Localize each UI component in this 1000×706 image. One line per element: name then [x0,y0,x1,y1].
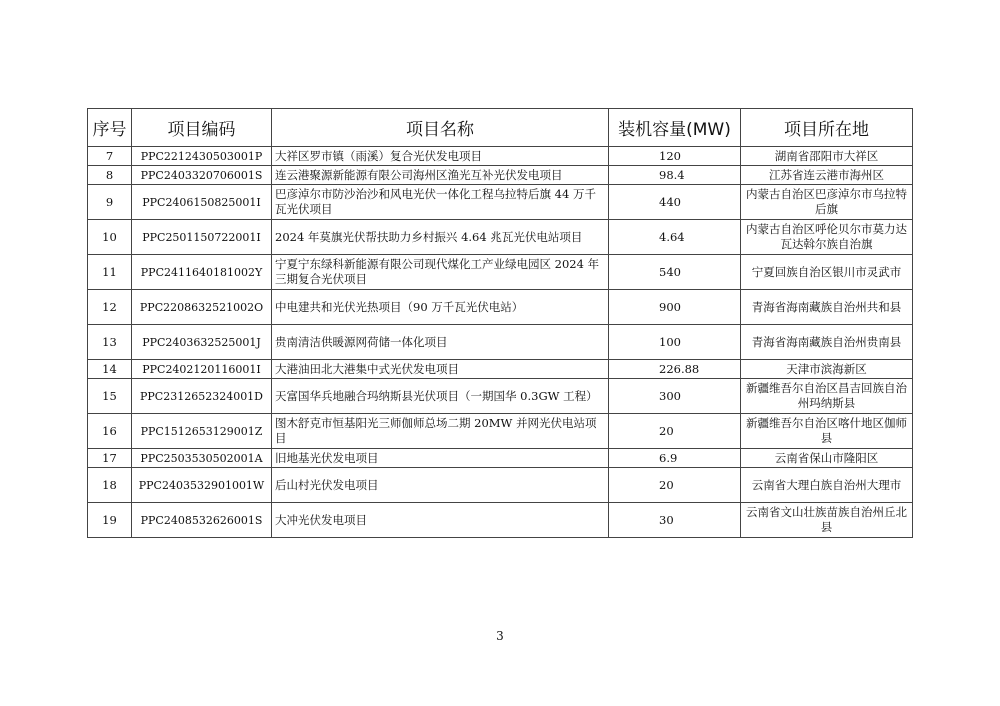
cell-no: 11 [88,255,132,290]
cell-no: 10 [88,220,132,255]
table-row [88,166,913,185]
cell-capacity: 226.88 [609,360,741,379]
cell-no: 18 [88,468,132,503]
cell-name: 大祥区罗市镇（雨溪）复合光伏发电项目 [272,147,609,166]
cell-code: PPC1512653129001Z [132,414,272,449]
cell-name: 2024 年莫旗光伏帮扶助力乡村振兴 4.64 兆瓦光伏电站项目 [272,220,609,255]
table-row [88,220,913,255]
table-row [88,379,913,414]
cell-no: 13 [88,325,132,360]
cell-capacity: 300 [609,379,741,414]
cell-location: 云南省文山壮族苗族自治州丘北县 [741,503,913,538]
page-number: 3 [496,629,504,643]
cell-code: PPC2312652324001D [132,379,272,414]
cell-code: PPC2403320706001S [132,166,272,185]
cell-capacity: 20 [609,468,741,503]
cell-capacity: 440 [609,185,741,220]
cell-code: PPC2411640181002Y [132,255,272,290]
table-row [88,449,913,468]
table-row [88,290,913,325]
cell-name: 大冲光伏发电项目 [272,503,609,538]
table-row [88,147,913,166]
header-row [88,109,913,147]
cell-code: PPC2403632525001J [132,325,272,360]
cell-name: 图木舒克市恒基阳光三师伽师总场二期 20MW 并网光伏电站项目 [272,414,609,449]
cell-location: 内蒙古自治区呼伦贝尔市莫力达瓦达斡尔族自治旗 [741,220,913,255]
cell-capacity: 30 [609,503,741,538]
cell-code: PPC2406150825001I [132,185,272,220]
table-row [88,468,913,503]
cell-code: PPC2501150722001I [132,220,272,255]
project-table [87,108,913,538]
cell-code: PPC2403532901001W [132,468,272,503]
cell-capacity: 900 [609,290,741,325]
cell-location: 内蒙古自治区巴彦淖尔市乌拉特后旗 [741,185,913,220]
table-body [88,147,913,538]
cell-code: PPC2208632521002O [132,290,272,325]
cell-capacity: 98.4 [609,166,741,185]
cell-location: 新疆维吾尔自治区昌吉回族自治州玛纳斯县 [741,379,913,414]
table-row [88,255,913,290]
cell-location: 江苏省连云港市海州区 [741,166,913,185]
cell-code: PPC2503530502001A [132,449,272,468]
cell-no: 19 [88,503,132,538]
header-capacity: 装机容量(MW) [609,109,741,147]
cell-name: 中电建共和光伏光热项目（90 万千瓦光伏电站） [272,290,609,325]
cell-name: 贵南清洁供暖源网荷储一体化项目 [272,325,609,360]
cell-capacity: 100 [609,325,741,360]
table-row [88,503,913,538]
cell-location: 湖南省邵阳市大祥区 [741,147,913,166]
cell-capacity: 20 [609,414,741,449]
cell-location: 青海省海南藏族自治州贵南县 [741,325,913,360]
cell-no: 8 [88,166,132,185]
cell-location: 青海省海南藏族自治州共和县 [741,290,913,325]
cell-no: 16 [88,414,132,449]
cell-code: PPC2212430503001P [132,147,272,166]
table-row [88,360,913,379]
cell-name: 巴彦淖尔市防沙治沙和风电光伏一体化工程乌拉特后旗 44 万千瓦光伏项目 [272,185,609,220]
cell-name: 后山村光伏发电项目 [272,468,609,503]
cell-capacity: 120 [609,147,741,166]
cell-name: 连云港聚源新能源有限公司海州区渔光互补光伏发电项目 [272,166,609,185]
table-row [88,414,913,449]
cell-name: 宁夏宁东绿科新能源有限公司现代煤化工产业绿电园区 2024 年三期复合光伏项目 [272,255,609,290]
cell-no: 7 [88,147,132,166]
cell-name: 大港油田北大港集中式光伏发电项目 [272,360,609,379]
cell-code: PPC2402120116001I [132,360,272,379]
cell-no: 12 [88,290,132,325]
cell-no: 17 [88,449,132,468]
table-row [88,185,913,220]
cell-no: 15 [88,379,132,414]
cell-code: PPC2408532626001S [132,503,272,538]
cell-name: 旧地基光伏发电项目 [272,449,609,468]
cell-no: 14 [88,360,132,379]
header-no: 序号 [88,109,132,147]
cell-capacity: 6.9 [609,449,741,468]
table-row [88,325,913,360]
cell-capacity: 4.64 [609,220,741,255]
cell-capacity: 540 [609,255,741,290]
cell-location: 云南省保山市隆阳区 [741,449,913,468]
cell-location: 天津市滨海新区 [741,360,913,379]
header-code: 项目编码 [132,109,272,147]
cell-location: 新疆维吾尔自治区喀什地区伽师县 [741,414,913,449]
cell-name: 天富国华兵地融合玛纳斯县光伏项目（一期国华 0.3GW 工程） [272,379,609,414]
cell-location: 宁夏回族自治区银川市灵武市 [741,255,913,290]
header-name: 项目名称 [272,109,609,147]
cell-no: 9 [88,185,132,220]
header-location: 项目所在地 [741,109,913,147]
cell-location: 云南省大理白族自治州大理市 [741,468,913,503]
